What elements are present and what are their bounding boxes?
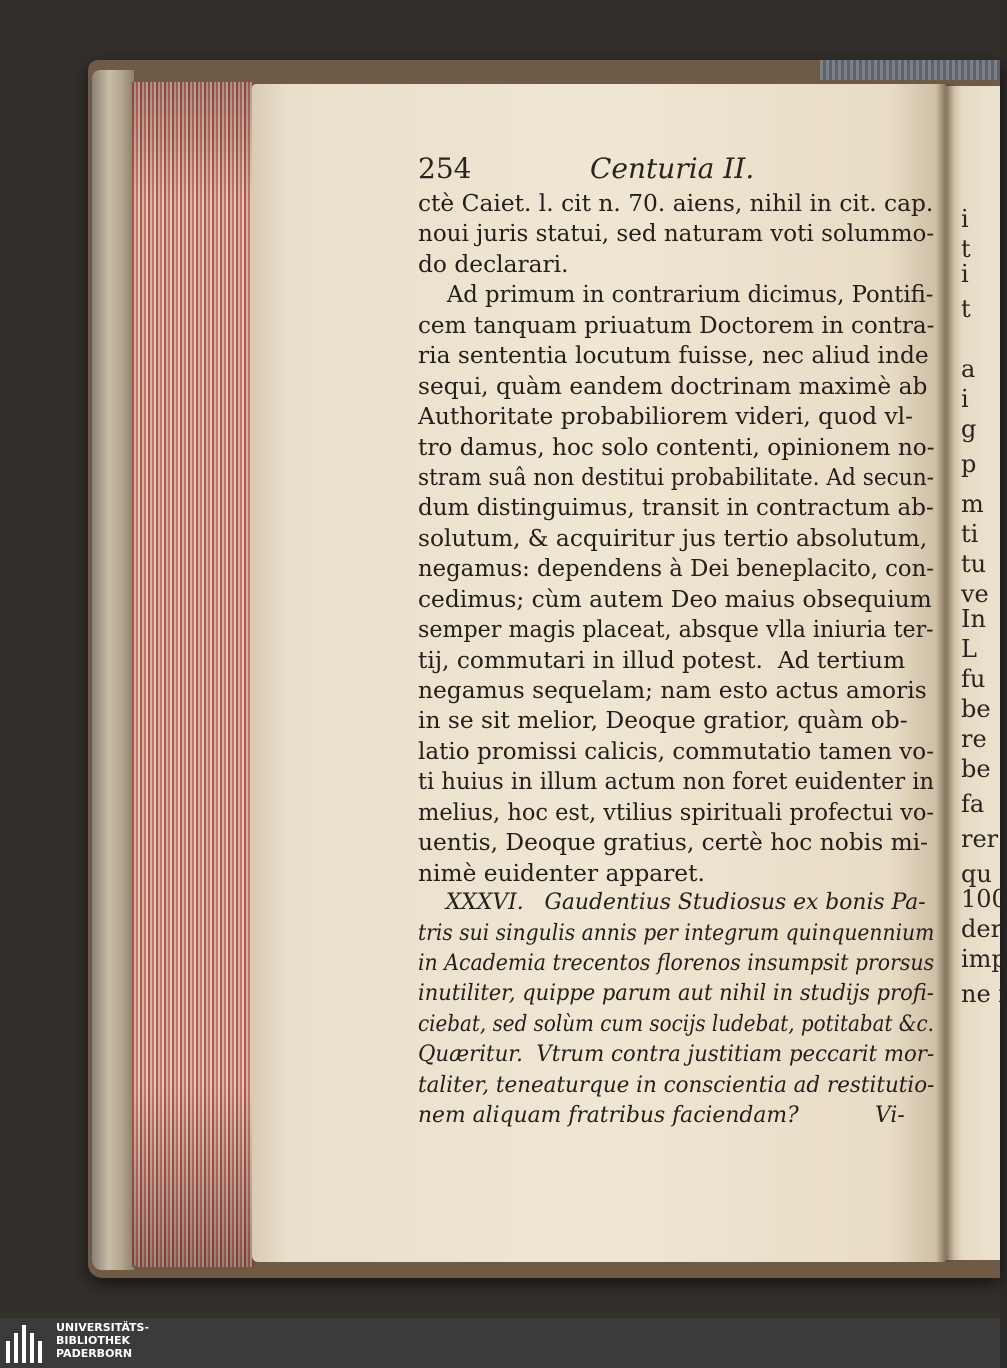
edge-letter: L [961, 635, 977, 663]
right-page-letters [955, 0, 1007, 1318]
text-line: Authoritate probabiliorem videri, quod vl- [418, 402, 913, 431]
text-line: taliter, teneaturque in conscientia ad restitutio- [418, 1072, 935, 1098]
text-line: negamus: dependens à Dei beneplacito, con- [418, 554, 934, 583]
edge-letter: fa [961, 790, 985, 818]
library-line-3: PADERBORN [56, 1347, 133, 1360]
page-edges-shade [132, 82, 254, 1267]
text-line: melius, hoc est, vtilius spirituali profectui vo- [418, 797, 934, 826]
text-line: latio promissi calicis, commutatio tamen vo- [418, 736, 934, 765]
text-line: sequi, quàm eandem doctrinam maximè ab [418, 371, 928, 400]
text-line: XXXVI. Gaudentius Studiosus ex bonis Pa- [418, 890, 926, 916]
edge-letter: p [961, 450, 977, 478]
edge-letter: qu [961, 860, 992, 888]
edge-letter: ve [961, 580, 989, 608]
text-line: tij, commutari in illud potest. Ad tertium [418, 645, 906, 674]
edge-letter: re [961, 725, 987, 753]
text-line: in Academia trecentos florenos insumpsit prorsus [418, 950, 935, 976]
text-line: in se sit melior, Deoque gratior, quàm ob- [418, 706, 908, 735]
text-line: ciebat, sed solùm cum socijs ludebat, potitabat &c. [418, 1011, 934, 1037]
running-title: Centuria II. [590, 152, 755, 185]
text-line: cedimus; cùm autem Deo maius obsequium [418, 584, 932, 613]
edge-letter: i [961, 385, 969, 413]
text-line: noui juris statui, sed naturam voti solummo- [418, 219, 935, 248]
text-line: dum distinguimus, transit in contractum ab- [418, 493, 934, 522]
text-line: nem aliquam fratribus faciendam? Vi- [418, 1103, 905, 1129]
edge-letter: m [961, 490, 984, 518]
edge-letter: be [961, 695, 991, 723]
text-line: cem tanquam priuatum Doctorem in contra- [418, 310, 935, 339]
page-header [418, 152, 938, 188]
text-line: stram suâ non destitui probabilitate. Ad secun- [418, 462, 934, 491]
edge-letter: i [961, 260, 969, 288]
page-number: 254 [418, 152, 472, 185]
text-line: Ad primum in contrarium dicimus, Pontifi- [418, 280, 934, 309]
edge-letter: ti [961, 520, 979, 548]
page-gutter [936, 84, 954, 1262]
binding-board [92, 70, 134, 1270]
text-line: Quæritur. Vtrum contra justitiam peccarit mor- [418, 1042, 935, 1068]
page-text [418, 188, 938, 1132]
edge-letter: t [961, 295, 971, 323]
edge-letter: 100 [961, 885, 1007, 913]
edge-letter: der [961, 915, 1003, 943]
text-line: semper magis placeat, absque vlla iniuria ter- [418, 615, 934, 644]
text-line: nimè euidenter apparet. [418, 858, 705, 887]
text-line: tro damus, hoc solo contenti, opinionem no- [418, 432, 935, 461]
edge-letter: In [961, 605, 986, 633]
edge-letter: ne i [961, 980, 1006, 1008]
edge-letter: imp [961, 945, 1007, 973]
edge-letter: tu [961, 550, 987, 578]
edge-letter: rer [961, 825, 999, 853]
edge-letter: fu [961, 665, 986, 693]
edge-letter: a [961, 355, 976, 383]
text-line: uentis, Deoque gratius, certè hoc nobis mi- [418, 828, 929, 857]
library-name [56, 1321, 149, 1360]
text-line: solutum, & acquiritur jus tertio absolutum, [418, 523, 928, 552]
edge-letter: be [961, 755, 991, 783]
library-line-2: BIBLIOTHEK [56, 1334, 131, 1347]
library-logo-icon [6, 1323, 48, 1363]
edge-letter: i [961, 205, 969, 233]
text-line: inutiliter, quippe parum aut nihil in studijs profi- [418, 981, 934, 1007]
edge-letter: g [961, 415, 977, 443]
text-line: negamus sequelam; nam esto actus amoris [418, 676, 927, 704]
text-line: ria sententia locutum fuisse, nec aliud inde [418, 341, 929, 370]
text-line: ctè Caiet. l. cit n. 70. aiens, nihil in cit. cap. [418, 189, 934, 217]
library-footer [0, 1318, 1000, 1368]
edge-letter: t [961, 235, 971, 263]
text-line: tris sui singulis annis per integrum quinquennium [418, 920, 935, 946]
library-line-1: UNIVERSITÄTS- [56, 1321, 150, 1334]
text-line: do declarari. [418, 249, 569, 278]
text-line: ti huius in illum actum non foret euidenter in [418, 767, 935, 796]
